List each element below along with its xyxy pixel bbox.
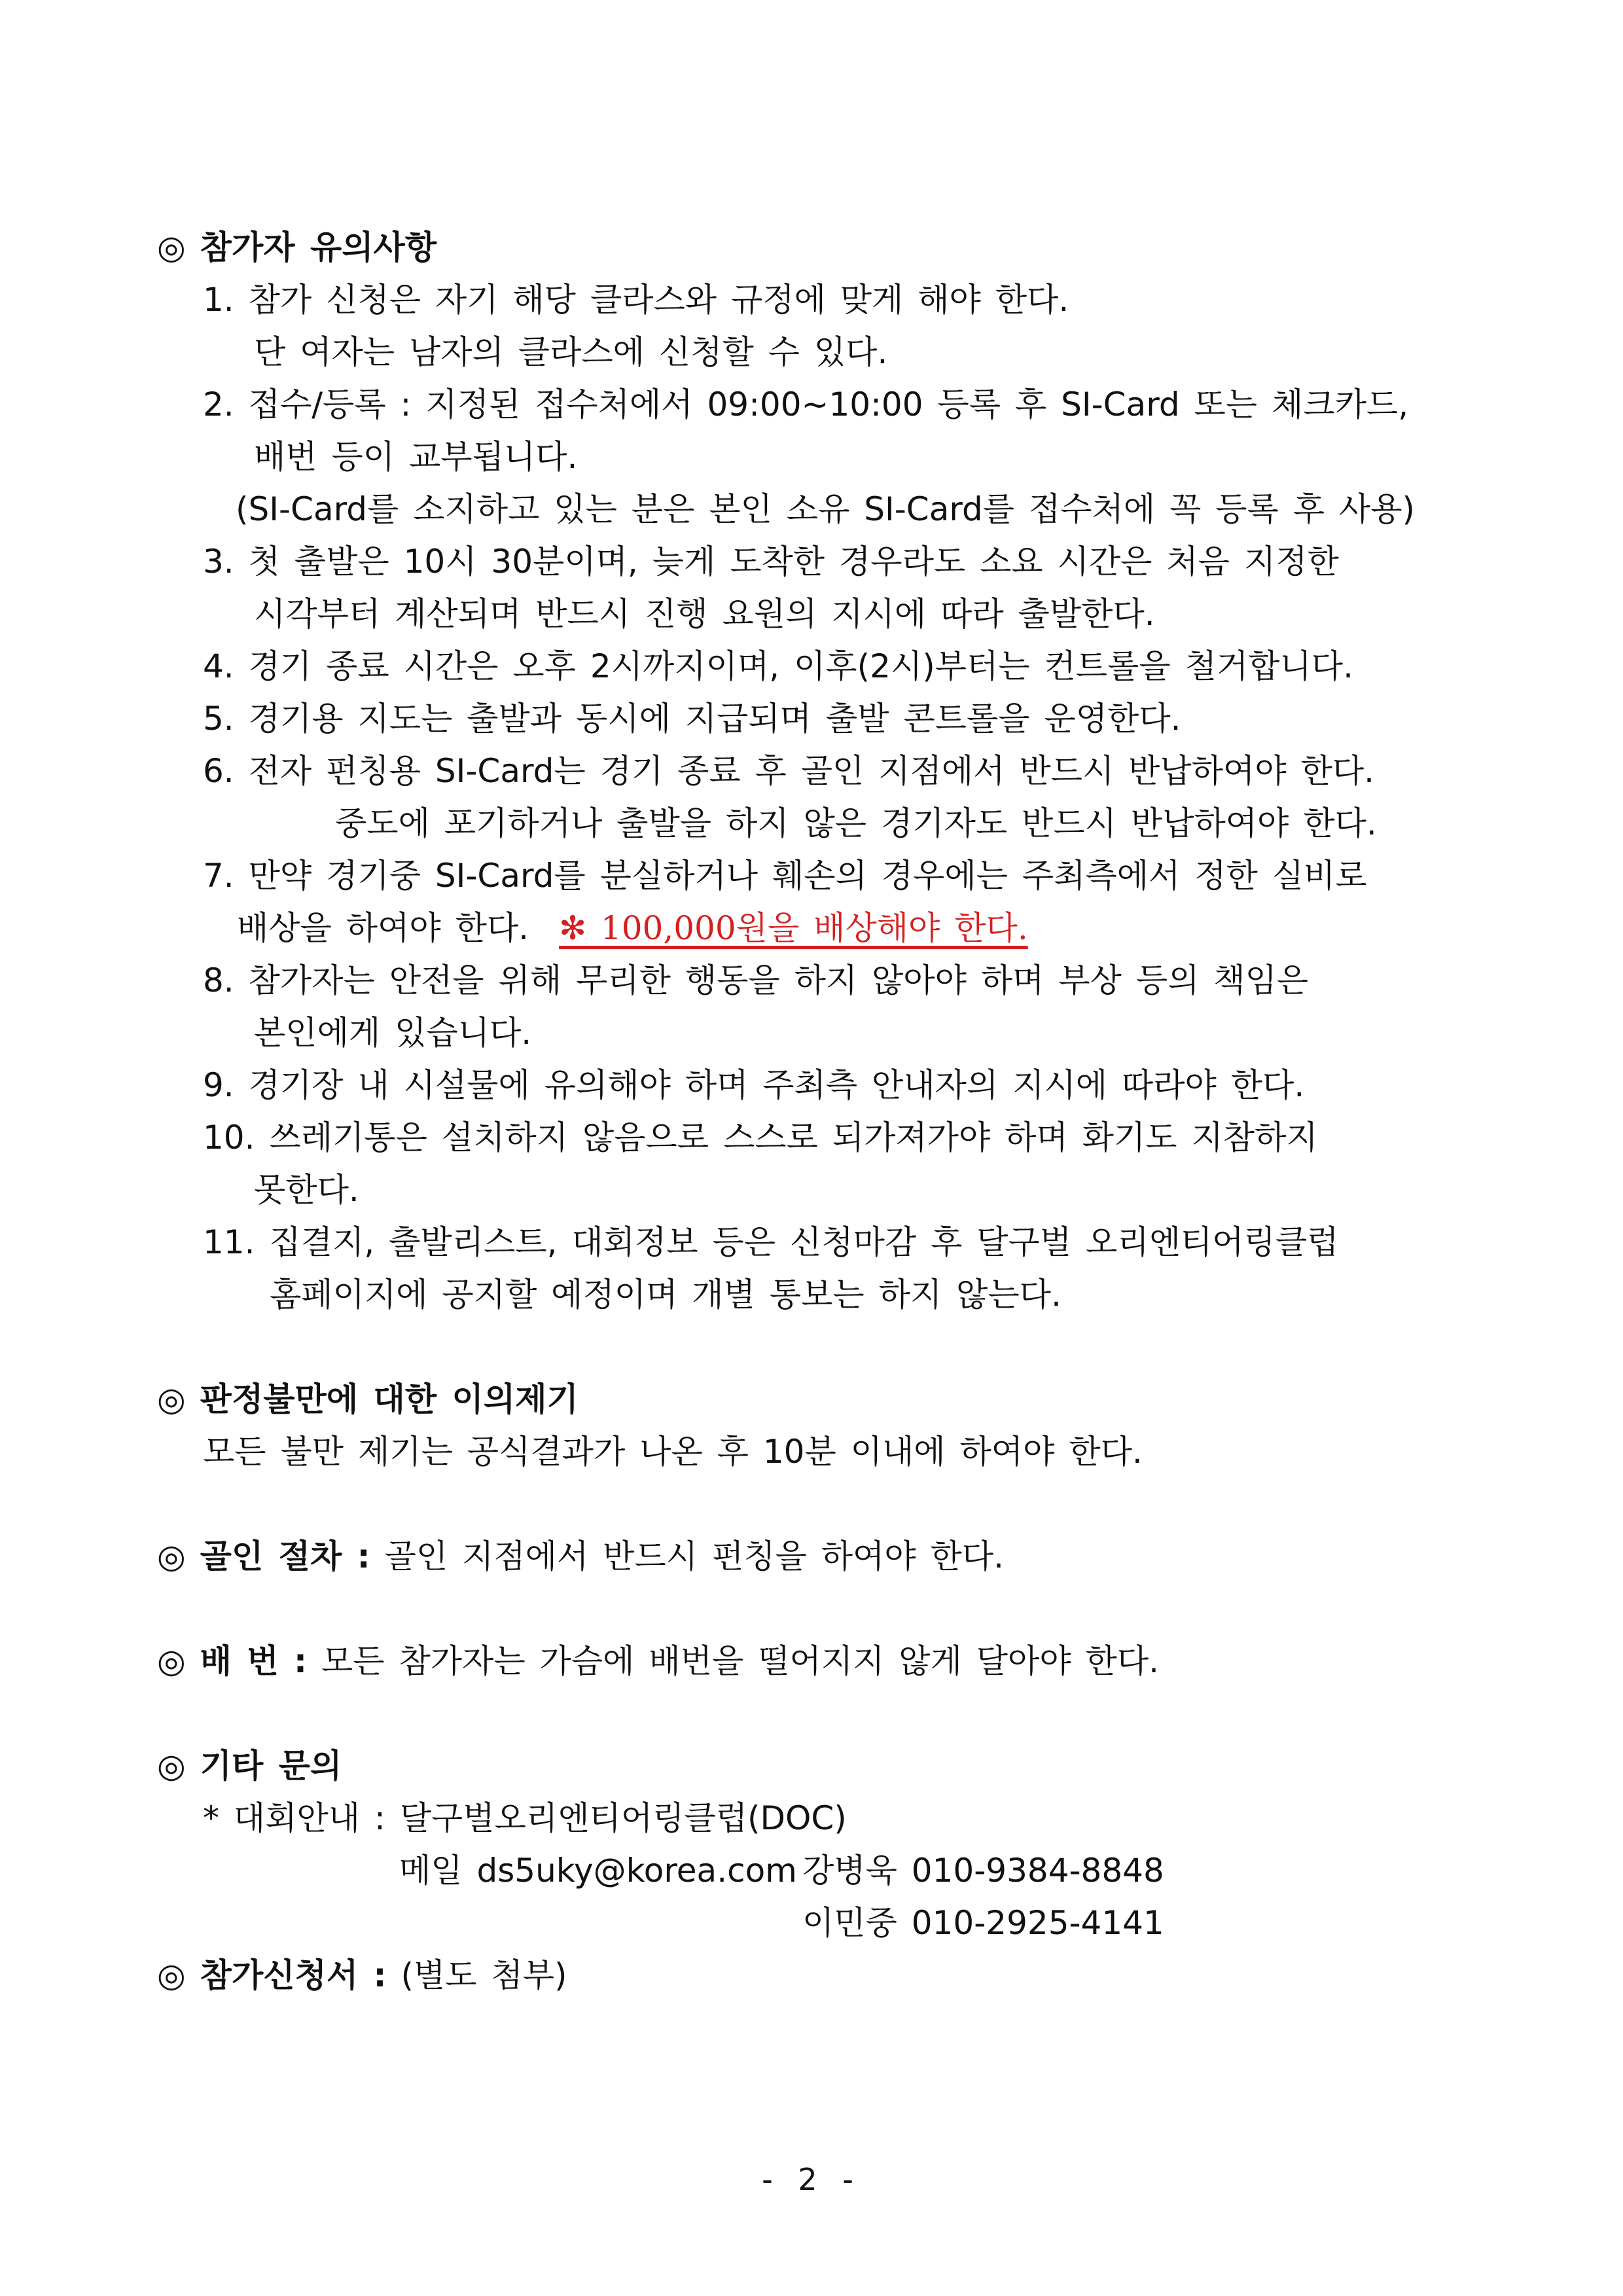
notice-item-7-line-1: 7. 만약 경기중 SI-Card를 분실하거나 훼손의 경우에는 주최측에서 정한 실비로 <box>203 857 1367 895</box>
inquiry-contact-org: * 대회안내 : 달구벌오리엔티어링클럽(DOC) <box>203 1799 847 1837</box>
notice-title: 참가자 유의사항 <box>200 228 437 266</box>
notice-item-10-line-1: 10. 쓰레기통은 설치하지 않음으로 스스로 되가져가야 하며 화기도 지참하지 <box>203 1119 1318 1157</box>
circle-bullet-icon: ◎ <box>157 1642 186 1680</box>
bib-body: 모든 참가자는 가슴에 배번을 떨어지지 않게 달아야 한다. <box>321 1642 1160 1680</box>
notice-item-11-line-1: 11. 집결지, 출발리스트, 대회정보 등은 신청마감 후 달구벌 오리엔티어링클럽 <box>203 1223 1339 1261</box>
inquiry-email-line <box>399 1848 797 1893</box>
notice-item-1-line-2: 단 여자는 남자의 클라스에 신청할 수 있다. <box>254 333 888 371</box>
notice-item-8-line-1: 8. 참가자는 안전을 위해 무리한 행동을 하지 않아야 하며 부상 등의 책임은 <box>203 961 1309 999</box>
notice-item-3-line-1: 3. 첫 출발은 10시 30분이며, 늦게 도착한 경우라도 소요 시간은 처음 지정한 <box>203 543 1339 581</box>
circle-bullet-icon: ◎ <box>157 1747 186 1785</box>
inquiry-heading <box>157 1743 342 1789</box>
goal-body: 골인 지점에서 반드시 펀칭을 하여야 한다. <box>384 1537 1005 1575</box>
circle-bullet-icon: ◎ <box>157 228 186 266</box>
notice-item-2-line-3: (SI-Card를 소지하고 있는 분은 본인 소유 SI-Card를 접수처에 꼭 등록 후 사용) <box>236 490 1416 528</box>
circle-bullet-icon: ◎ <box>157 1537 186 1575</box>
objection-body: 모든 불만 제기는 공식결과가 나온 후 10분 이내에 하여야 한다. <box>203 1433 1143 1471</box>
notice-item-8-line-2: 본인에게 있습니다. <box>254 1014 532 1052</box>
notice-heading <box>157 224 437 270</box>
notice-item-6-line-1: 6. 전자 펀칭용 SI-Card는 경기 종료 후 골인 지점에서 반드시 반납하여야 한다. <box>203 752 1375 790</box>
notice-item-3-line-2: 시각부터 계산되며 반드시 진행 요원의 지시에 따라 출발한다. <box>254 595 1155 633</box>
notice-item-7-line-2 <box>237 905 1028 951</box>
notice-item-1-line-1: 1. 참가 신청은 자기 해당 클라스와 규정에 맞게 해야 한다. <box>203 281 1069 319</box>
notice-item-2-line-1: 2. 접수/등록 : 지정된 접수처에서 09:00~10:00 등록 후 SI-Card 또는 체크카드, <box>203 386 1409 423</box>
inquiry-title: 기타 문의 <box>200 1747 342 1785</box>
goal-title: 골인 절차 : <box>200 1537 370 1575</box>
objection-title: 판정불만에 대한 이의제기 <box>200 1380 579 1418</box>
goal-section <box>157 1534 1004 1579</box>
notice-item-4-line-1: 4. 경기 종료 시간은 오후 2시까지이며, 이후(2시)부터는 컨트롤을 철거합니다. <box>203 647 1353 685</box>
contact-person-1: 강병욱 010-9384-8848 <box>802 1852 1164 1890</box>
bib-title: 배 번 : <box>200 1642 308 1680</box>
email-address: ds5uky@korea.com <box>476 1852 797 1890</box>
bib-section <box>157 1638 1159 1684</box>
application-body: (별도 첨부) <box>401 1956 567 1994</box>
notice-item-10-line-2: 못한다. <box>254 1171 359 1209</box>
application-section <box>157 1952 567 1998</box>
email-label: 메일 <box>399 1852 463 1890</box>
notice-item-6-line-2: 중도에 포기하거나 출발을 하지 않은 경기자도 반드시 반납하여야 한다. <box>335 804 1377 842</box>
application-title: 참가신청서 : <box>200 1956 387 1994</box>
notice-item-2-line-2: 배번 등이 교부됩니다. <box>254 438 578 476</box>
circle-bullet-icon: ◎ <box>157 1956 186 1994</box>
notice-item-5-line-1: 5. 경기용 지도는 출발과 동시에 지급되며 출발 콘트롤을 운영한다. <box>203 700 1181 738</box>
notice-item-9-line-1: 9. 경기장 내 시설물에 유의해야 하며 주최측 안내자의 지시에 따라야 한다. <box>203 1066 1305 1104</box>
contact-person-2: 이민중 010-2925-4141 <box>802 1904 1164 1942</box>
notice-item-7-text: 배상을 하여야 한다. <box>237 909 529 947</box>
page-number: - 2 - <box>762 2162 861 2197</box>
objection-heading <box>157 1376 579 1422</box>
notice-item-11-line-2: 홈페이지에 공지할 예정이며 개별 통보는 하지 않는다. <box>270 1276 1061 1314</box>
compensation-note: ✻ 100,000원을 배상해야 한다. <box>559 909 1028 947</box>
circle-bullet-icon: ◎ <box>157 1380 186 1418</box>
